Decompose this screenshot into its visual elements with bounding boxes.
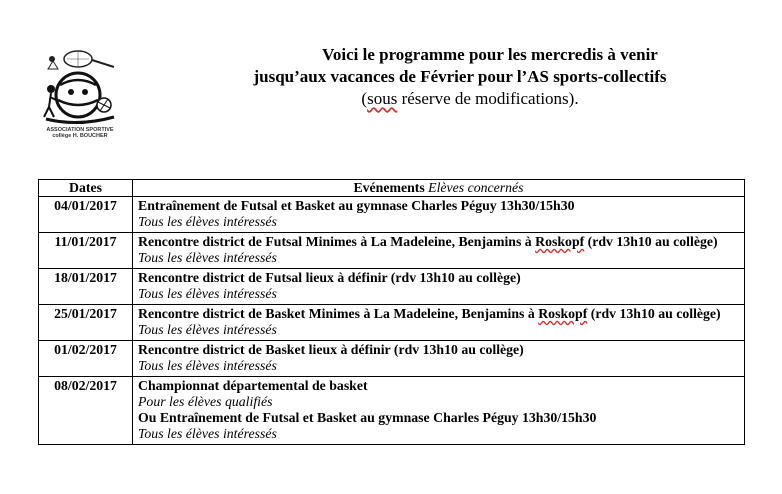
program-table xyxy=(38,179,745,445)
heading-line3-prefix: ( xyxy=(361,89,368,108)
row-date: 18/01/2017 xyxy=(39,269,133,305)
row-event: Championnat départemental de basket xyxy=(138,378,368,393)
row-audience: Tous les élèves intéressés xyxy=(138,322,277,337)
header-dates: Dates xyxy=(39,180,133,197)
header-events xyxy=(133,180,745,197)
row-event-part-a: Rencontre district de Basket Minimes à La Madeleine, Benjamins à xyxy=(138,306,539,321)
row-date: 25/01/2017 xyxy=(39,305,133,341)
row-event: Entraînement de Futsal et Basket au gymnase Charles Péguy 13h30/15h30 xyxy=(138,198,575,213)
logo-line1: ASSOCIATION SPORTIVE xyxy=(46,127,114,133)
row-date: 01/02/2017 xyxy=(39,341,133,377)
row-event: Rencontre district de Futsal lieux à définir (rdv 13h10 au collège) xyxy=(138,270,521,285)
heading-line3-sous: sous xyxy=(367,89,398,108)
row-audience: Tous les élèves intéressés xyxy=(138,286,277,301)
heading-line2: jusqu’aux vacances de Février pour l’AS sports-collectifs xyxy=(253,67,667,86)
table-row xyxy=(39,377,745,445)
row-audience: Tous les élèves intéressés xyxy=(138,250,277,265)
row-audience: Tous les élèves intéressés xyxy=(138,214,277,229)
table-header-row xyxy=(39,180,745,197)
row-date: 08/02/2017 xyxy=(39,377,133,445)
row-event-cell xyxy=(133,233,745,269)
heading-line3-rest: réserve de modifications). xyxy=(397,89,579,108)
row-event-2: Ou Entraînement de Futsal et Basket au gymnase Charles Péguy 13h30/15h30 xyxy=(138,410,597,425)
table-row xyxy=(39,197,745,233)
logo-line2: collège H. BOUCHER xyxy=(52,133,108,139)
row-event-part-c: (rdv 13h10 au collège) xyxy=(584,234,718,249)
table-row xyxy=(39,341,745,377)
table-row xyxy=(39,269,745,305)
table-row xyxy=(39,305,745,341)
page-heading xyxy=(160,44,760,110)
row-event-part-c: (rdv 13h10 au collège) xyxy=(587,306,721,321)
row-date: 11/01/2017 xyxy=(39,233,133,269)
logo-caption xyxy=(38,127,122,139)
header-eleves-label: Elèves concernés xyxy=(428,180,524,195)
row-event-part-b: Roskopf xyxy=(535,234,585,249)
row-event-part-b: Roskopf xyxy=(538,306,588,321)
row-audience-2: Tous les élèves intéressés xyxy=(138,426,277,441)
row-audience: Tous les élèves intéressés xyxy=(138,358,277,373)
row-date: 04/01/2017 xyxy=(39,197,133,233)
row-event-cell xyxy=(133,377,745,445)
row-event-cell xyxy=(133,269,745,305)
row-audience: Pour les élèves qualifiés xyxy=(138,394,273,409)
header-events-label: Evénements xyxy=(353,180,425,195)
row-event-cell xyxy=(133,305,745,341)
row-event: Rencontre district de Basket lieux à définir (rdv 13h10 au collège) xyxy=(138,342,524,357)
row-event-cell xyxy=(133,197,745,233)
heading-line1: Voici le programme pour les mercredis à venir xyxy=(322,45,658,64)
row-event-cell xyxy=(133,341,745,377)
table-row xyxy=(39,233,745,269)
heading-line3 xyxy=(160,88,760,110)
row-event-part-a: Rencontre district de Futsal Minimes à La Madeleine, Benjamins à xyxy=(138,234,536,249)
